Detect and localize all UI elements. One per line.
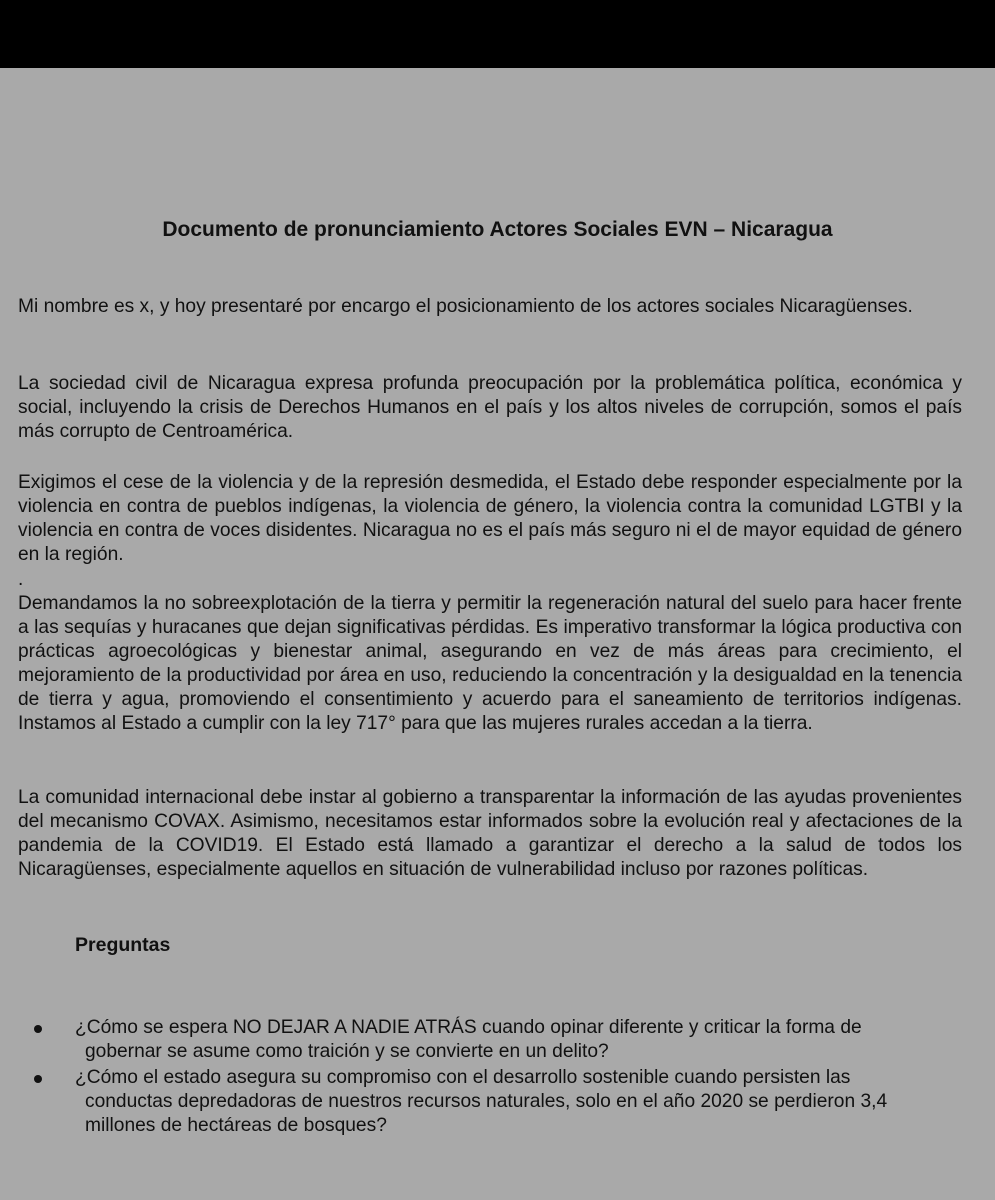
question-text: ¿Cómo el estado asegura su compromiso con el desarrollo sostenible cuando persisten las conductas depredadoras de nuestros recursos naturales, solo en el año 2020 se perdieron 3,4 millones de hectáreas de bosques? [75,1067,888,1136]
paragraph-international: La comunidad internacional debe instar al gobierno a transparentar la información de las ayudas provenientes del mecanismo COVAX. Asimismo, necesitamos estar informados sobre la evolución real y afectaciones de la pandemia de la COVID19. El Estado está llamado a garantizar el derecho a la salud de todos los Nicaragüenses, especialmente aquellos en situación de vulnerabilidad incluso por razones políticas. [18,787,962,880]
questions-list [0,1016,995,1138]
document-page [0,68,995,1200]
top-black-bar [0,0,995,68]
paragraph-land: Demandamos la no sobreexplotación de la tierra y permitir la regeneración natural del suelo para hacer frente a las sequías y huracanes que dejan significativas pérdidas. Es imperativo transformar la lógica productiva con prácticas agroecológicas y bienestar animal, asegurando en vez de más áreas para crecimiento, el mejoramiento de la productividad por área en uso, reduciendo la concentración y la desigualdad en la tenencia de tierra y agua, promoviendo el consentimiento y acuerdo para el saneamiento de territorios indígenas. Instamos al Estado a cumplir con la ley 717° para que las mujeres rurales accedan a la tierra. [18,593,962,734]
paragraph-violence: Exigimos el cese de la violencia y de la represión desmedida, el Estado debe responder especialmente por la violencia en contra de pueblos indígenas, la violencia de género, la violencia contra la comunidad LGTBI y la violencia en contra de voces disidentes. Nicaragua no es el país más seguro ni el de mayor equidad de género en la región. [18,472,962,565]
paragraph-civil-society: La sociedad civil de Nicaragua expresa profunda preocupación por la problemática política, económica y social, incluyendo la crisis de Derechos Humanos en el país y los altos niveles de corrupción, somos el país más corrupto de Centroamérica. [18,373,962,442]
paragraph-intro: Mi nombre es x, y hoy presentaré por encargo el posicionamiento de los actores sociales Nicaragüenses. [18,296,913,317]
questions-heading: Preguntas [75,934,171,956]
document-title: Documento de pronunciamiento Actores Sociales EVN – Nicaragua [162,218,833,241]
question-item [0,1066,935,1138]
bullet-icon [34,1075,42,1083]
stray-dot: . [18,569,24,590]
question-text: ¿Cómo se espera NO DEJAR A NADIE ATRÁS cuando opinar diferente y criticar la forma de gobernar se asume como traición y se convierte en un delito? [75,1017,862,1062]
question-item [0,1016,935,1064]
bullet-icon [34,1025,42,1033]
